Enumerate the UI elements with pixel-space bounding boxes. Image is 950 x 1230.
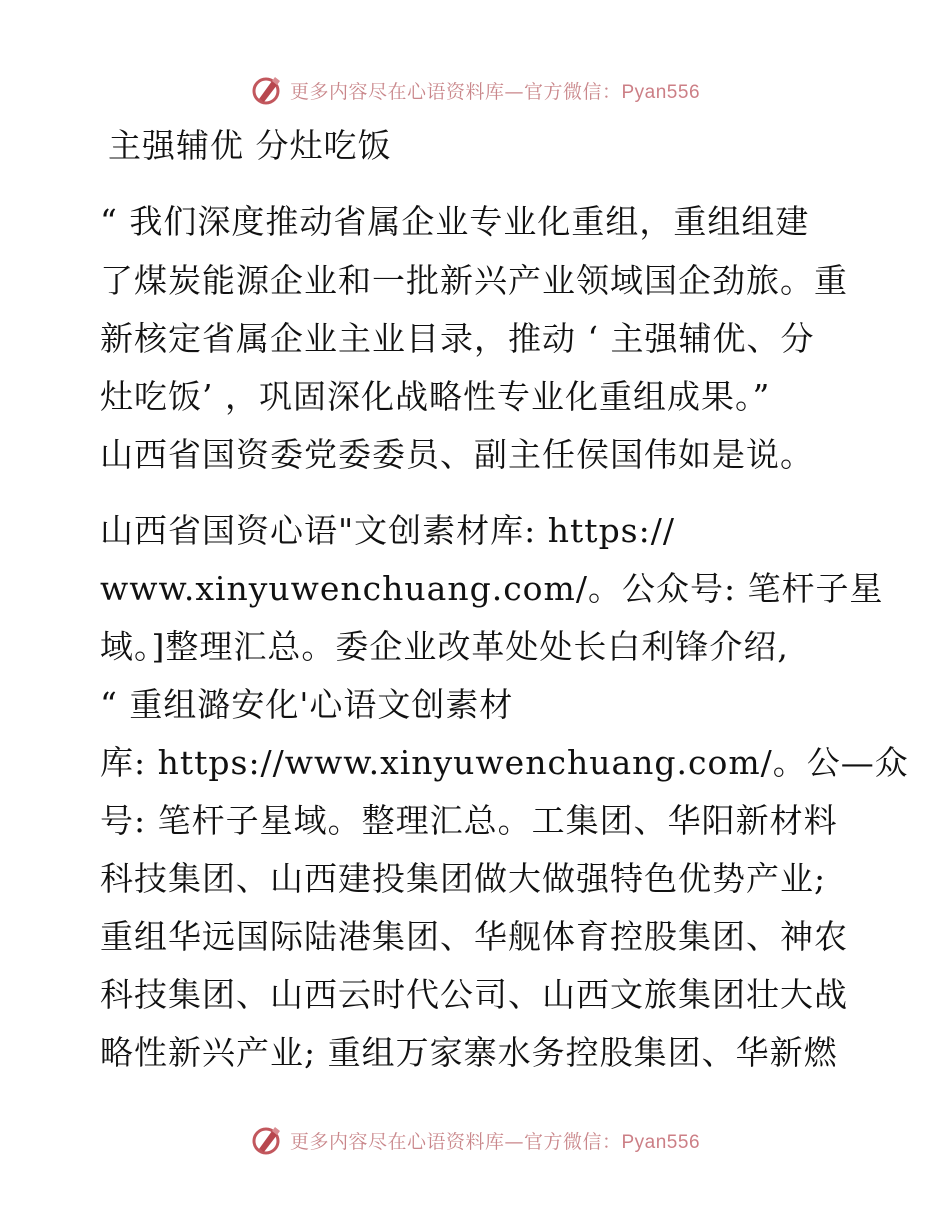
text-line: 新核定省属企业主业目录，推动 ‘ 主强辅优、分 xyxy=(100,319,815,358)
text-line: “ 重组潞安化'心语文创素材 xyxy=(100,685,514,724)
pen-nib-logo-icon xyxy=(250,1123,284,1157)
banner-wechat-id: Pyan556 xyxy=(621,1131,701,1153)
banner-slogan: 更多内容尽在心语资料库—官方微信： xyxy=(289,1130,622,1153)
banner-wechat-id: Pyan556 xyxy=(621,81,701,103)
text-line: 库: https://www.xinyuwenchuang.com/。公—众 xyxy=(100,743,909,782)
text-line: 科技集团、山西云时代公司、山西文旅集团壮大战 xyxy=(100,975,848,1014)
section-heading: 主强辅优 分灶吃饭 xyxy=(108,126,392,165)
header-watermark-banner xyxy=(0,70,950,110)
text-line: 略性新兴产业; 重组万家寨水务控股集团、华新燃 xyxy=(100,1033,838,1072)
text-line: 了煤炭能源企业和一批新兴产业领域国企劲旅。重 xyxy=(100,261,848,300)
text-line: “ 我们深度推动省属企业专业化重组，重组组建 xyxy=(100,202,810,241)
text-line: 山西省国资委党委委员、副主任侯国伟如是说。 xyxy=(100,435,814,474)
text-line: 灶吃饭’ ，巩固深化战略性专业化重组成果。” xyxy=(100,377,771,416)
text-line: 科技集团、山西建投集团做大做强特色优势产业; xyxy=(100,859,827,898)
text-line: 山西省国资心语"文创素材库: https:// xyxy=(100,511,675,550)
pen-nib-logo-icon xyxy=(250,73,284,107)
banner-slogan: 更多内容尽在心语资料库—官方微信： xyxy=(289,80,622,103)
banner-text xyxy=(290,1127,700,1154)
text-line: www.xinyuwenchuang.com/。公众号: 笔杆子星 xyxy=(100,569,884,608)
banner-text xyxy=(290,77,700,104)
text-line: 重组华远国际陆港集团、华舰体育控股集团、神农 xyxy=(100,917,848,956)
footer-watermark-banner xyxy=(0,1120,950,1160)
text-line: 域。]整理汇总。委企业改革处处长白利锋介绍, xyxy=(100,627,789,666)
text-line: 号: 笔杆子星域。整理汇总。工集团、华阳新材料 xyxy=(100,801,838,840)
